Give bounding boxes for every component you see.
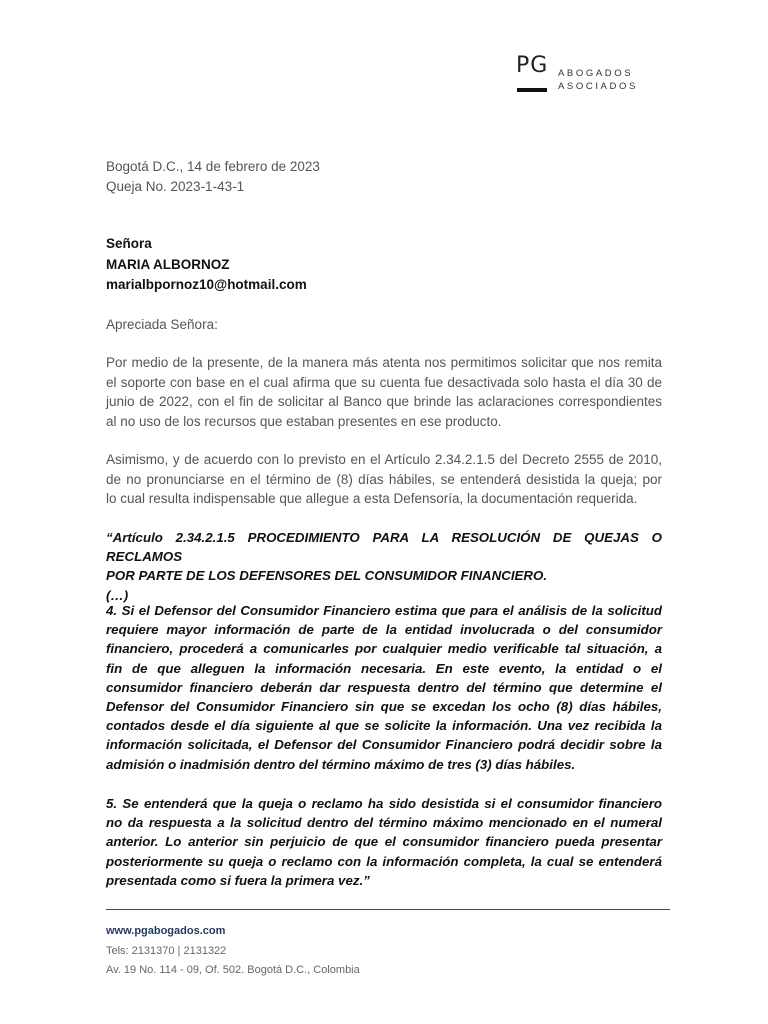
quote-heading (106, 528, 662, 605)
paragraph-line: al no uso de los recursos que estaban presentes en ese producto. (106, 413, 502, 429)
recipient-title: Señora (106, 236, 152, 251)
paragraph-line: Asimismo, y de acuerdo con lo previsto en el Artículo 2.34.2.1.5 del Decreto 2555 de 2010, (106, 452, 662, 467)
quote-line: anterior. Lo anterior sin perjuicio de que el consumidor financiero pueda presentar (106, 834, 662, 850)
quote-line: posteriormente su queja o reclamo con la información completa, la cual se entenderá (106, 853, 662, 869)
date-line: Bogotá D.C., 14 de febrero de 2023 (106, 159, 320, 174)
quote-line: 5. Se entenderá que la queja o reclamo ha sido desistida si el consumidor financiero (106, 796, 662, 811)
footer (106, 922, 360, 981)
quote-line: admisión o inadmisión dentro del término máximo de tres (3) días hábiles. (106, 756, 576, 772)
quote-line: consumidor financiero deberán dar respuesta dentro del término que determine el (106, 679, 662, 695)
logo-initials: PG (516, 53, 549, 78)
quote-line: POR PARTE DE LOS DEFENSORES DEL CONSUMIDOR FINANCIERO. (106, 568, 548, 584)
quote-line: presentada como si fuera la primera vez.” (106, 872, 370, 888)
quote-line: financiero, procederá a comunicarles por cualquier medio verificable tal situación, a (106, 641, 662, 657)
logo-underline (517, 88, 547, 92)
quote-line: información solicitada, el Defensor del Consumidor Financiero podrá decidir sobre la (106, 737, 662, 753)
recipient-block (106, 234, 662, 296)
quote-line: no da respuesta a la solicitud dentro del término máximo mencionado en el numeral (106, 815, 662, 831)
paragraph-request (106, 353, 662, 431)
paragraph-line: lo cual resulta indispensable que allegue a esta Defensoría, la documentación requerida. (106, 491, 638, 506)
logo-line-abogados: ABOGADOS (558, 68, 634, 79)
quote-line: 4. Si el Defensor del Consumidor Financiero estima que para el análisis de la solicitud (106, 603, 662, 618)
footer-phones: Tels: 2131370 | 2131322 (106, 944, 227, 957)
quote-ellipsis: (…) (106, 587, 129, 603)
quote-line: contados desde el día siguiente al que se solicite la información. Una vez recibida la (106, 718, 662, 734)
paragraph-line: junio de 2022, con el fin de solicitar al Banco que brinde las aclaraciones correspondientes (106, 394, 662, 409)
paragraph-line: Por medio de la presente, de la manera más atenta nos permitimos solicitar que nos remita (106, 355, 662, 370)
company-logo (516, 54, 666, 94)
footer-website[interactable]: www.pgabogados.com (106, 925, 226, 937)
greeting: Apreciada Señora: (106, 317, 218, 332)
complaint-number: Queja No. 2023-1-43-1 (106, 178, 245, 194)
quote-line: requiere mayor información de parte de la entidad involucrada o del consumidor (106, 622, 662, 638)
quote-line: Defensor del Consumidor Financiero sin que se excedan los ocho (8) días hábiles, (106, 699, 662, 715)
quote-line: “Artículo 2.34.2.1.5 PROCEDIMIENTO PARA LA RESOLUCIÓN DE QUEJAS O RECLAMOS (106, 530, 662, 565)
quote-item-4 (106, 601, 662, 774)
footer-divider (106, 909, 670, 910)
footer-address: Av. 19 No. 114 - 09, Of. 502. Bogotá D.C., Colombia (106, 964, 360, 976)
logo-line-asociados: ASOCIADOS (558, 80, 638, 92)
recipient-email: marialbpornoz10@hotmail.com (106, 277, 307, 292)
quote-line: fin de que alleguen la información necesaria. En este evento, la entidad o el (106, 660, 662, 676)
letter-header (106, 157, 662, 196)
paragraph-legal-basis (106, 450, 662, 509)
paragraph-line: el soporte con base en el cual afirma que su cuenta fue desactivada solo hasta el día 30 de (106, 374, 662, 390)
logo-wordmark (558, 68, 638, 93)
paragraph-line: de no pronunciarse en el término de (8) días hábiles, se entenderá desistida la queja; por (106, 471, 662, 487)
recipient-name: MARIA ALBORNOZ (106, 256, 230, 272)
quote-item-5 (106, 794, 662, 890)
